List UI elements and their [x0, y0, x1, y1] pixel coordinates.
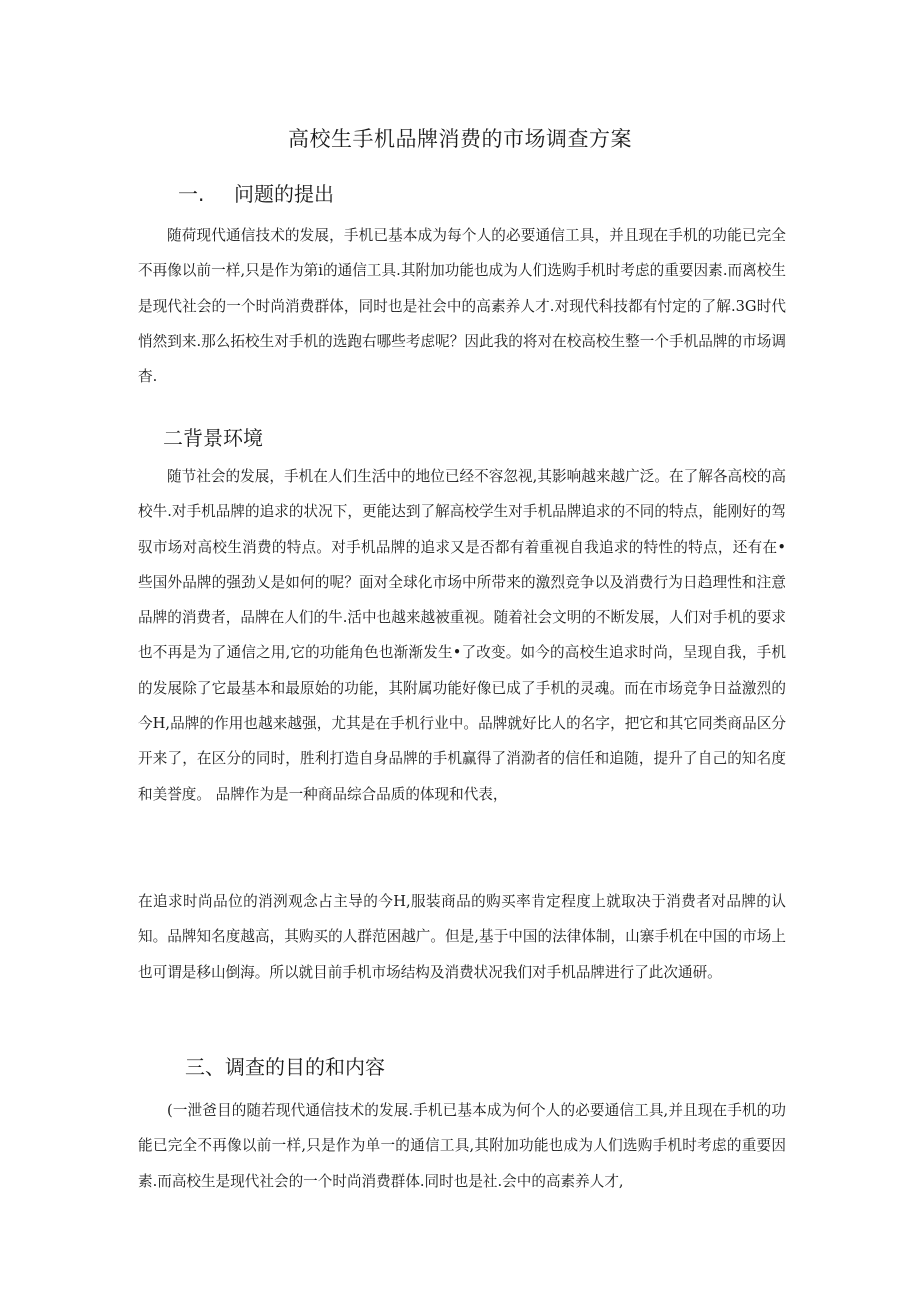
section-2-paragraph-2: 在追求时尚品位的消洌观念占主导的今H,服装商品的购买率肯定程度上就取决于消费者对品牌的认知。品牌知名度越高，其购买的人群范困越广。但是,基于中国的法律体制，山寨手机在中国的市场上也可谓是移山倒海。所以就目前手机市场结构及消费状况我们对手机品牌进行了此次通研。 — [138, 893, 786, 981]
section-heading-1 — [178, 179, 334, 209]
document-title: 高校生手机品牌消费的市场调查方案 — [288, 127, 632, 151]
section-number-3: 三、 — [185, 1055, 225, 1079]
section-heading-3 — [185, 1052, 385, 1082]
section-2-paragraph-1: 随节社会的发展，手机在人们生活中的地位已经不容忽视,其影响越来越广泛。在了解各高校的高校牛.对手机品牌的追求的状况下，更能达到了解高校学生对手机品牌追求的不同的特点，能刚好的驾驭市场对高校生消费的特点。对手机品牌的追求又是否都有着重视自我追求的特性的特点，还有在•些国外品牌的强劲乂是如何的呢？面对全球化市场中所带来的激烈竞争以及消费行为日趋理性和注意品牌的消费者，品牌在人们的牛.活中也越来越被重视。随着社会文明的不断发展，人们对手机的要求也不再是为了通信之用,它的功能角色也渐渐发生•了改变。如今的高校生追求时尚，呈现自我，手机的发展除了它最基本和最原始的功能，其附属功能好像已成了手机的灵魂。而在市场竞争日益激烈的今H,品牌的作用也越来越强，尤其是在手机行业中。品牌就好比人的名字，把它和其它同类商品区分开来了，在区分的同时，胜利打造自身品牌的手机赢得了消泐者的信任和追随，提升了自己的知名度和美誉度。 品牌作为是一种商品综合品质的体现和代表， — [138, 468, 786, 803]
section-number-1: 一. — [178, 182, 205, 206]
section-heading-2 — [163, 423, 263, 453]
section-number-2: 二 — [163, 426, 183, 450]
section-3-paragraph: (一泄爸目的随若现代通信技术的发展.手机已基本成为何个人的必要通信工具,并且现在手机的功能已完全不再像以前一样,只是作为单一的通信工具,其附加功能也成为人们选购手机时考虑的重要因素.而高校生是现代社会的一个时尚消费群体.同时也是社.会中的高素养人才, — [138, 1102, 786, 1190]
section-title-1: 问题的提出 — [234, 182, 334, 206]
section-title-2: 背景环境 — [183, 426, 263, 450]
section-title-3: 调查的目的和内容 — [225, 1055, 385, 1079]
section-1-paragraph: 随荷现代通信技术的发展，手机已基本成为每个人的必要通信工具，并且现在手机的功能已完全不再像以前一样,只是作为第i的通信工具.其附加功能也成为人们选购手机时考虑的重要因素.而离校生是现代社会的一个时尚消费群体，同时也是社会中的高素养人才.对现代科技都有忖定的了解.3G时代悄然到来.那么拓校生对手机的选跑右哪些考虑呢？因此我的将对在校高校生整一个手机品牌的市场调杳. — [138, 227, 786, 386]
